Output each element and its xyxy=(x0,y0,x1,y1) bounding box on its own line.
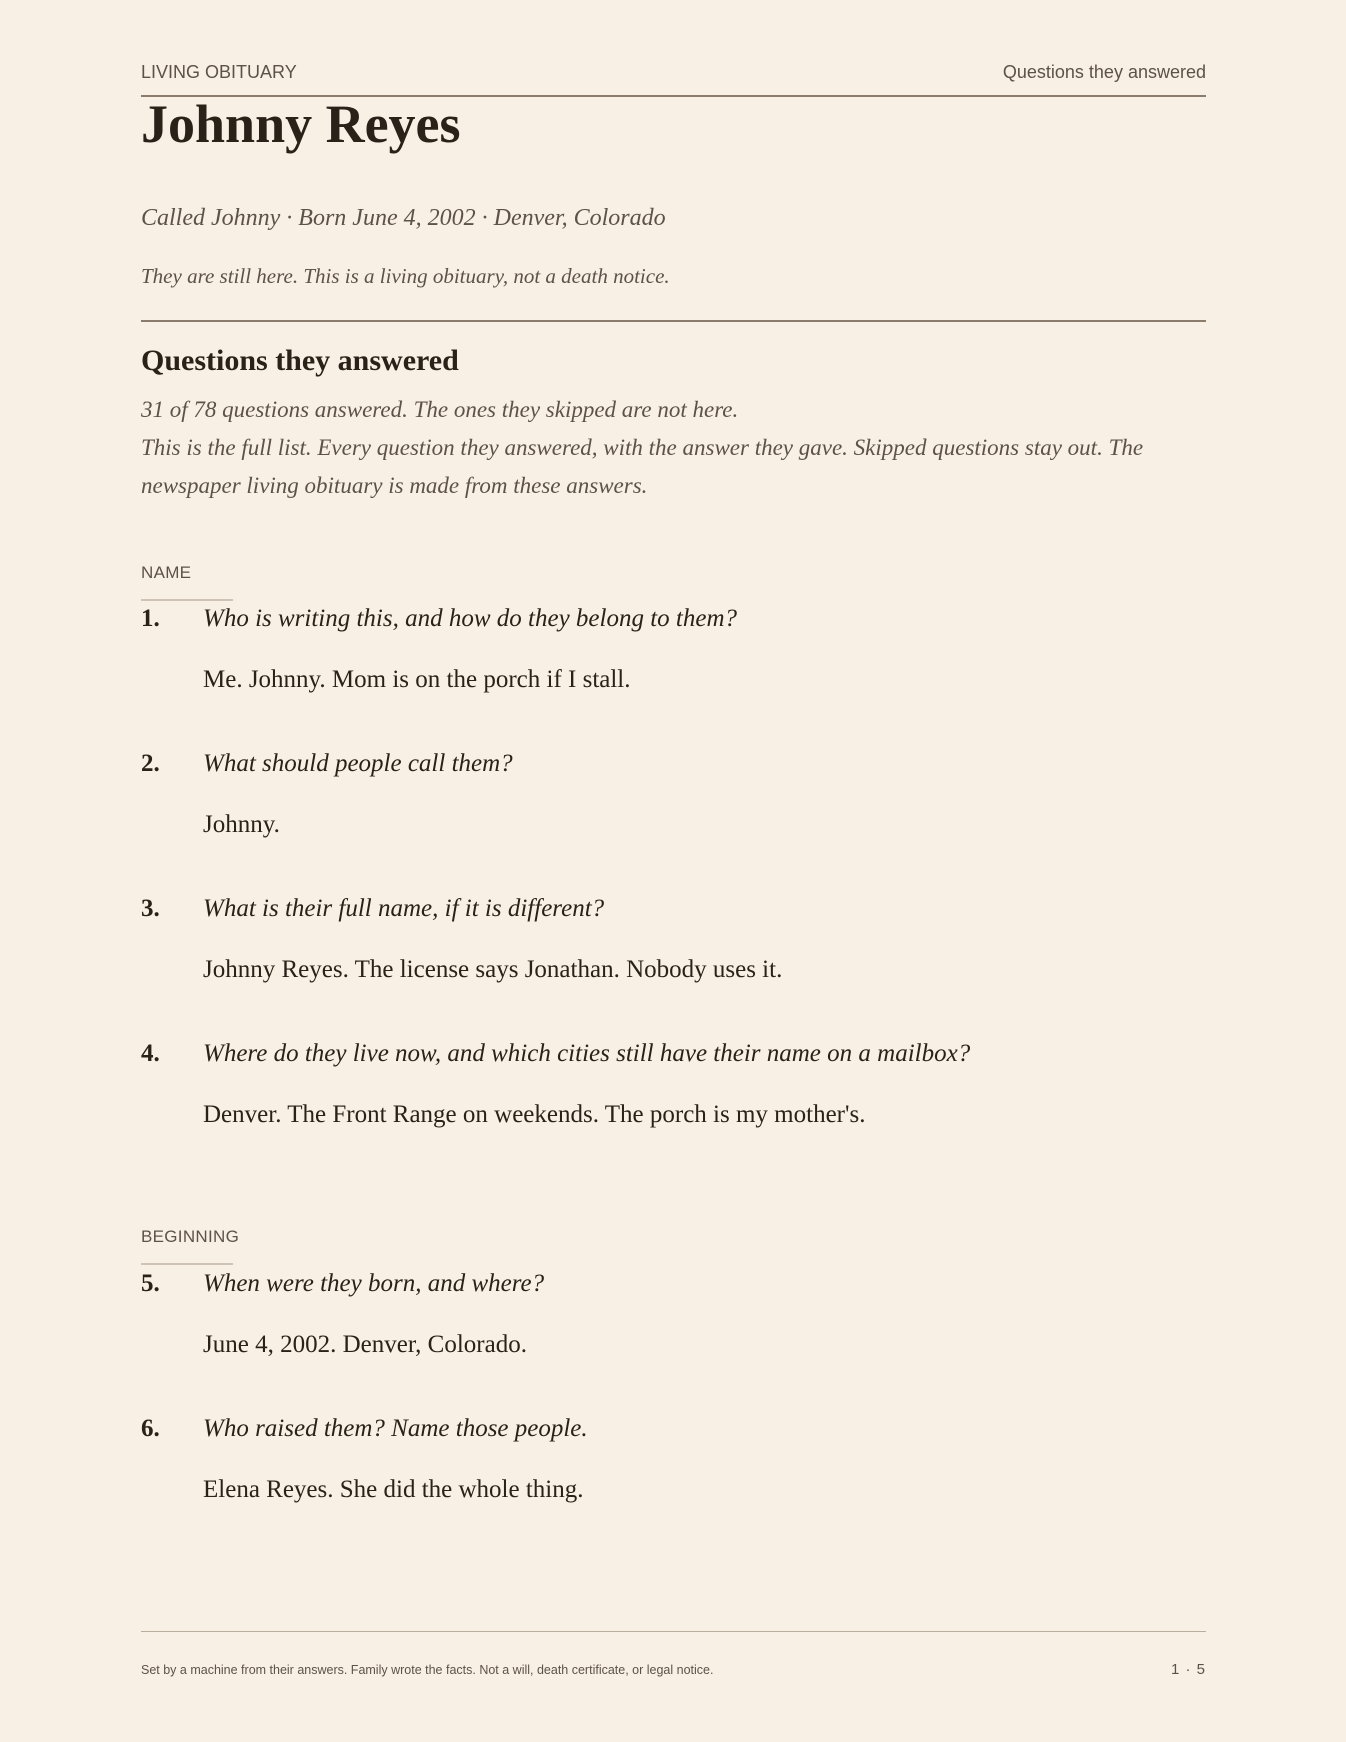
page-indicator: 1 · 5 xyxy=(1170,1661,1206,1678)
footer-note: Set by a machine from their answers. Family wrote the facts. Not a will, death certificate, or legal notice. xyxy=(141,1663,714,1677)
question-text: What should people call them? xyxy=(203,750,513,777)
group-divider xyxy=(141,599,233,601)
answer-text: Me. Johnny. Mom is on the porch if I stall. xyxy=(203,666,631,693)
group-label-beginning: BEGINNING xyxy=(141,1227,240,1246)
question-text: Who raised them? Name those people. xyxy=(203,1415,588,1442)
section-intro xyxy=(141,391,1206,505)
person-name: Johnny Reyes xyxy=(141,94,461,154)
question-number: 5. xyxy=(141,1270,160,1297)
person-subline: Called Johnny · Born June 4, 2002 · Denver, Colorado xyxy=(141,205,666,231)
question-number: 4. xyxy=(141,1040,160,1067)
question-text: Where do they live now, and which cities still have their name on a mailbox? xyxy=(203,1040,971,1067)
question-text: When were they born, and where? xyxy=(203,1270,545,1297)
group-label-name: NAME xyxy=(141,563,192,582)
answer-text: Elena Reyes. She did the whole thing. xyxy=(203,1476,584,1503)
header-divider xyxy=(141,320,1206,322)
question-number: 6. xyxy=(141,1415,160,1442)
question-number: 2. xyxy=(141,750,160,777)
answer-text: June 4, 2002. Denver, Colorado. xyxy=(203,1331,527,1358)
answer-text: Johnny. xyxy=(203,811,280,838)
running-head-right: Questions they answered xyxy=(1002,62,1206,82)
question-number: 3. xyxy=(141,895,160,922)
footer-divider xyxy=(141,1631,1206,1632)
question-number: 1. xyxy=(141,605,160,632)
section-title: Questions they answered xyxy=(141,344,459,377)
question-text: Who is writing this, and how do they belong to them? xyxy=(203,605,738,632)
question-text: What is their full name, if it is different? xyxy=(203,895,605,922)
running-head xyxy=(141,62,1206,86)
answer-text: Johnny Reyes. The license says Jonathan. Nobody uses it. xyxy=(203,956,783,983)
section-description: This is the full list. Every question they answered, with the answer they gave. Skipped questions stay out. The newspaper living obituary is made from these answers. xyxy=(141,435,1144,498)
section-summary: 31 of 78 questions answered. The ones they skipped are not here. xyxy=(141,397,739,422)
group-divider xyxy=(141,1263,233,1265)
living-notice: They are still here. This is a living obituary, not a death notice. xyxy=(141,264,670,288)
running-head-left: LIVING OBITUARY xyxy=(141,62,297,82)
obituary-page xyxy=(141,0,1206,1742)
answer-text: Denver. The Front Range on weekends. The porch is my mother's. xyxy=(203,1101,866,1128)
